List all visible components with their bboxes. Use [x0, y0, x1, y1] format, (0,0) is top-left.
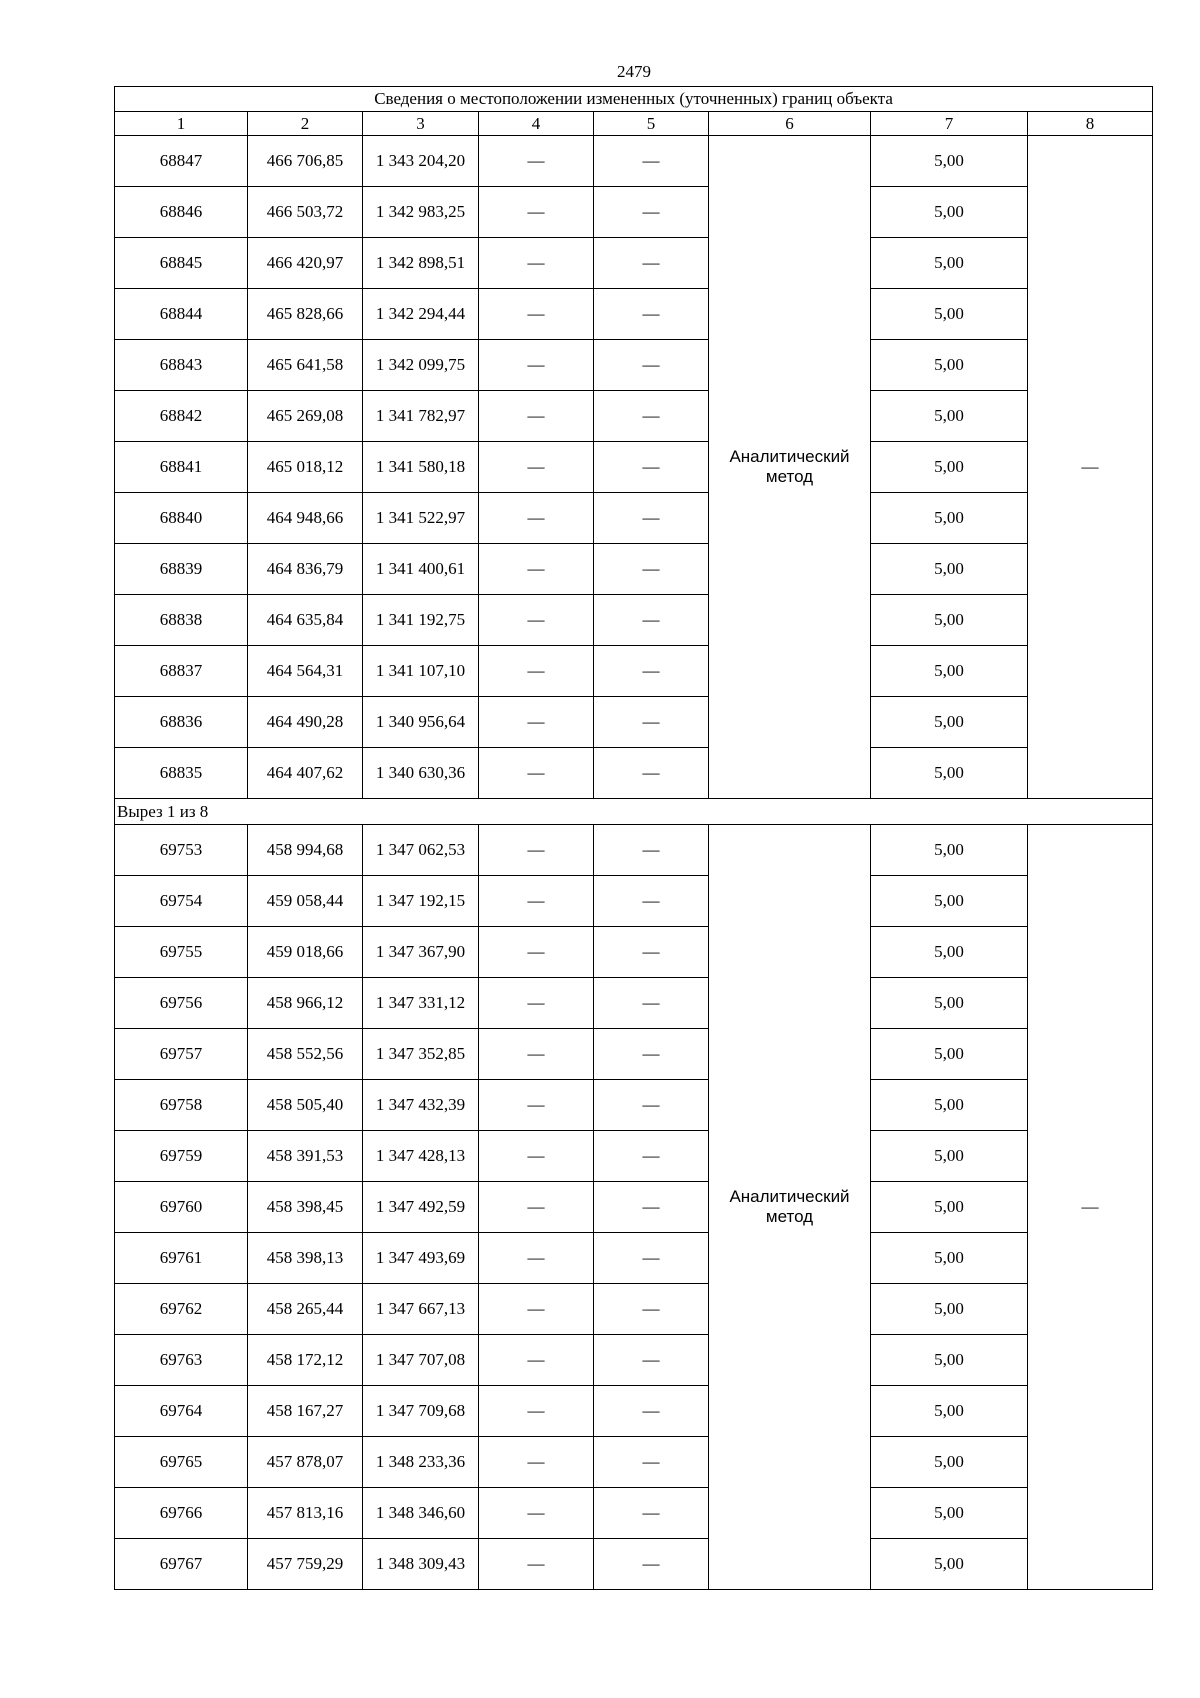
- column-5-cell: —: [594, 825, 709, 876]
- method-cell: Аналитический метод: [709, 136, 871, 799]
- table-row: [115, 544, 1153, 595]
- table-row: [115, 187, 1153, 238]
- coordinate-x-cell: 458 265,44: [248, 1284, 363, 1335]
- column-4-cell: —: [479, 238, 594, 289]
- table-row: [115, 1233, 1153, 1284]
- coordinate-x-cell: 465 641,58: [248, 340, 363, 391]
- accuracy-cell: 5,00: [871, 340, 1028, 391]
- coordinate-x-cell: 457 759,29: [248, 1539, 363, 1590]
- coordinate-y-cell: 1 347 707,08: [363, 1335, 479, 1386]
- table-row: [115, 1029, 1153, 1080]
- coordinate-x-cell: 464 948,66: [248, 493, 363, 544]
- column-number: 2: [248, 112, 363, 136]
- point-number-cell: 68841: [115, 442, 248, 493]
- coordinate-y-cell: 1 347 709,68: [363, 1386, 479, 1437]
- point-number-cell: 68839: [115, 544, 248, 595]
- coordinate-x-cell: 466 503,72: [248, 187, 363, 238]
- table-row: [115, 646, 1153, 697]
- column-number-row: [115, 112, 1153, 136]
- method-cell: Аналитический метод: [709, 825, 871, 1590]
- accuracy-cell: 5,00: [871, 1182, 1028, 1233]
- coordinate-x-cell: 466 420,97: [248, 238, 363, 289]
- column-4-cell: —: [479, 978, 594, 1029]
- table-row: [115, 493, 1153, 544]
- column-number: 1: [115, 112, 248, 136]
- table-row: [115, 1335, 1153, 1386]
- point-number-cell: 68846: [115, 187, 248, 238]
- column-4-cell: —: [479, 748, 594, 799]
- column-4-cell: —: [479, 697, 594, 748]
- point-number-cell: 69759: [115, 1131, 248, 1182]
- column-5-cell: —: [594, 1335, 709, 1386]
- column-number: 5: [594, 112, 709, 136]
- coordinate-y-cell: 1 347 367,90: [363, 927, 479, 978]
- coordinate-y-cell: 1 347 062,53: [363, 825, 479, 876]
- column-4-cell: —: [479, 876, 594, 927]
- coordinate-y-cell: 1 348 309,43: [363, 1539, 479, 1590]
- coordinate-x-cell: 458 398,45: [248, 1182, 363, 1233]
- column-5-cell: —: [594, 646, 709, 697]
- accuracy-cell: 5,00: [871, 1131, 1028, 1182]
- column-5-cell: —: [594, 1539, 709, 1590]
- column-5-cell: —: [594, 340, 709, 391]
- table-row: [115, 748, 1153, 799]
- table-row: [115, 876, 1153, 927]
- accuracy-cell: 5,00: [871, 927, 1028, 978]
- point-number-cell: 68845: [115, 238, 248, 289]
- table-row: [115, 289, 1153, 340]
- column-5-cell: —: [594, 289, 709, 340]
- accuracy-cell: 5,00: [871, 391, 1028, 442]
- column-5-cell: —: [594, 1080, 709, 1131]
- column-4-cell: —: [479, 1539, 594, 1590]
- table-row: [115, 1386, 1153, 1437]
- accuracy-cell: 5,00: [871, 978, 1028, 1029]
- point-number-cell: 69758: [115, 1080, 248, 1131]
- column-8-cell: —: [1028, 136, 1153, 799]
- column-4-cell: —: [479, 927, 594, 978]
- coordinate-y-cell: 1 341 400,61: [363, 544, 479, 595]
- column-5-cell: —: [594, 876, 709, 927]
- coordinate-y-cell: 1 347 428,13: [363, 1131, 479, 1182]
- coordinate-x-cell: 464 490,28: [248, 697, 363, 748]
- coordinate-x-cell: 464 564,31: [248, 646, 363, 697]
- coordinate-x-cell: 459 058,44: [248, 876, 363, 927]
- coordinate-y-cell: 1 342 983,25: [363, 187, 479, 238]
- point-number-cell: 69762: [115, 1284, 248, 1335]
- point-number-cell: 69755: [115, 927, 248, 978]
- accuracy-cell: 5,00: [871, 1233, 1028, 1284]
- coordinate-x-cell: 458 994,68: [248, 825, 363, 876]
- table-row: [115, 927, 1153, 978]
- accuracy-cell: 5,00: [871, 876, 1028, 927]
- accuracy-cell: 5,00: [871, 493, 1028, 544]
- table-row: [115, 697, 1153, 748]
- accuracy-cell: 5,00: [871, 289, 1028, 340]
- table-row: [115, 595, 1153, 646]
- coordinate-y-cell: 1 340 630,36: [363, 748, 479, 799]
- table-row: [115, 1080, 1153, 1131]
- accuracy-cell: 5,00: [871, 1386, 1028, 1437]
- column-4-cell: —: [479, 646, 594, 697]
- column-number: 8: [1028, 112, 1153, 136]
- coordinate-x-cell: 458 552,56: [248, 1029, 363, 1080]
- column-5-cell: —: [594, 1386, 709, 1437]
- column-5-cell: —: [594, 1029, 709, 1080]
- coordinate-x-cell: 459 018,66: [248, 927, 363, 978]
- coordinate-y-cell: 1 347 432,39: [363, 1080, 479, 1131]
- coordinate-y-cell: 1 347 192,15: [363, 876, 479, 927]
- column-5-cell: —: [594, 1437, 709, 1488]
- section-caption: Вырез 1 из 8: [115, 799, 1153, 825]
- coordinate-y-cell: 1 347 331,12: [363, 978, 479, 1029]
- column-4-cell: —: [479, 1029, 594, 1080]
- coordinate-x-cell: 458 505,40: [248, 1080, 363, 1131]
- point-number-cell: 68840: [115, 493, 248, 544]
- column-4-cell: —: [479, 1488, 594, 1539]
- column-4-cell: —: [479, 1437, 594, 1488]
- column-4-cell: —: [479, 825, 594, 876]
- point-number-cell: 69753: [115, 825, 248, 876]
- coordinate-y-cell: 1 347 667,13: [363, 1284, 479, 1335]
- accuracy-cell: 5,00: [871, 1029, 1028, 1080]
- coordinate-x-cell: 458 172,12: [248, 1335, 363, 1386]
- coordinate-x-cell: 464 407,62: [248, 748, 363, 799]
- coordinate-x-cell: 465 018,12: [248, 442, 363, 493]
- point-number-cell: 69754: [115, 876, 248, 927]
- point-number-cell: 69757: [115, 1029, 248, 1080]
- table-row: [115, 825, 1153, 876]
- point-number-cell: 69765: [115, 1437, 248, 1488]
- table-title: Сведения о местоположении измененных (уточненных) границ объекта: [115, 87, 1153, 112]
- column-4-cell: —: [479, 1131, 594, 1182]
- coordinate-y-cell: 1 340 956,64: [363, 697, 479, 748]
- accuracy-cell: 5,00: [871, 825, 1028, 876]
- column-5-cell: —: [594, 1233, 709, 1284]
- column-5-cell: —: [594, 493, 709, 544]
- column-4-cell: —: [479, 493, 594, 544]
- column-5-cell: —: [594, 1284, 709, 1335]
- point-number-cell: 68836: [115, 697, 248, 748]
- accuracy-cell: 5,00: [871, 748, 1028, 799]
- coordinate-y-cell: 1 348 233,36: [363, 1437, 479, 1488]
- point-number-cell: 69766: [115, 1488, 248, 1539]
- column-5-cell: —: [594, 1182, 709, 1233]
- coordinate-x-cell: 457 878,07: [248, 1437, 363, 1488]
- table-row: [115, 978, 1153, 1029]
- coordinate-y-cell: 1 347 492,59: [363, 1182, 479, 1233]
- point-number-cell: 69761: [115, 1233, 248, 1284]
- column-number: 3: [363, 112, 479, 136]
- column-4-cell: —: [479, 1335, 594, 1386]
- point-number-cell: 69764: [115, 1386, 248, 1437]
- coordinate-y-cell: 1 347 352,85: [363, 1029, 479, 1080]
- coordinate-x-cell: 464 836,79: [248, 544, 363, 595]
- coordinate-x-cell: 464 635,84: [248, 595, 363, 646]
- coordinate-y-cell: 1 347 493,69: [363, 1233, 479, 1284]
- column-4-cell: —: [479, 1386, 594, 1437]
- table-row: [115, 442, 1153, 493]
- coordinate-y-cell: 1 342 294,44: [363, 289, 479, 340]
- table-body: [115, 136, 1153, 1590]
- column-4-cell: —: [479, 544, 594, 595]
- column-4-cell: —: [479, 1233, 594, 1284]
- column-4-cell: —: [479, 1080, 594, 1131]
- coordinate-y-cell: 1 343 204,20: [363, 136, 479, 187]
- accuracy-cell: 5,00: [871, 1335, 1028, 1386]
- table-row: [115, 1488, 1153, 1539]
- point-number-cell: 69767: [115, 1539, 248, 1590]
- point-number-cell: 68837: [115, 646, 248, 697]
- section-caption-row: [115, 799, 1153, 825]
- column-8-cell: —: [1028, 825, 1153, 1590]
- column-5-cell: —: [594, 391, 709, 442]
- column-number: 6: [709, 112, 871, 136]
- table-row: [115, 1182, 1153, 1233]
- accuracy-cell: 5,00: [871, 697, 1028, 748]
- point-number-cell: 69763: [115, 1335, 248, 1386]
- column-4-cell: —: [479, 187, 594, 238]
- point-number-cell: 68842: [115, 391, 248, 442]
- column-number: 4: [479, 112, 594, 136]
- point-number-cell: 68838: [115, 595, 248, 646]
- column-4-cell: —: [479, 1284, 594, 1335]
- accuracy-cell: 5,00: [871, 595, 1028, 646]
- coordinate-y-cell: 1 342 099,75: [363, 340, 479, 391]
- column-5-cell: —: [594, 442, 709, 493]
- accuracy-cell: 5,00: [871, 1539, 1028, 1590]
- table-row: [115, 1437, 1153, 1488]
- accuracy-cell: 5,00: [871, 238, 1028, 289]
- table-row: [115, 1284, 1153, 1335]
- column-5-cell: —: [594, 595, 709, 646]
- accuracy-cell: 5,00: [871, 1080, 1028, 1131]
- point-number-cell: 68847: [115, 136, 248, 187]
- coordinate-y-cell: 1 341 192,75: [363, 595, 479, 646]
- accuracy-cell: 5,00: [871, 544, 1028, 595]
- coordinate-y-cell: 1 341 782,97: [363, 391, 479, 442]
- coordinate-x-cell: 458 167,27: [248, 1386, 363, 1437]
- coordinate-x-cell: 458 391,53: [248, 1131, 363, 1182]
- column-4-cell: —: [479, 340, 594, 391]
- column-5-cell: —: [594, 978, 709, 1029]
- point-number-cell: 69756: [115, 978, 248, 1029]
- table-row: [115, 340, 1153, 391]
- point-number-cell: 68843: [115, 340, 248, 391]
- accuracy-cell: 5,00: [871, 646, 1028, 697]
- accuracy-cell: 5,00: [871, 1437, 1028, 1488]
- accuracy-cell: 5,00: [871, 442, 1028, 493]
- table-row: [115, 136, 1153, 187]
- table-row: [115, 391, 1153, 442]
- table-row: [115, 1131, 1153, 1182]
- coordinate-y-cell: 1 342 898,51: [363, 238, 479, 289]
- column-5-cell: —: [594, 748, 709, 799]
- column-4-cell: —: [479, 136, 594, 187]
- table-row: [115, 238, 1153, 289]
- page-number: 2479: [617, 62, 651, 81]
- coordinate-y-cell: 1 341 580,18: [363, 442, 479, 493]
- coordinate-x-cell: 458 966,12: [248, 978, 363, 1029]
- coordinate-y-cell: 1 341 107,10: [363, 646, 479, 697]
- coordinate-y-cell: 1 348 346,60: [363, 1488, 479, 1539]
- accuracy-cell: 5,00: [871, 187, 1028, 238]
- column-5-cell: —: [594, 1488, 709, 1539]
- point-number-cell: 69760: [115, 1182, 248, 1233]
- column-5-cell: —: [594, 927, 709, 978]
- column-4-cell: —: [479, 442, 594, 493]
- coordinate-x-cell: 458 398,13: [248, 1233, 363, 1284]
- accuracy-cell: 5,00: [871, 136, 1028, 187]
- coordinate-x-cell: 466 706,85: [248, 136, 363, 187]
- column-4-cell: —: [479, 391, 594, 442]
- coordinate-x-cell: 465 828,66: [248, 289, 363, 340]
- coordinate-y-cell: 1 341 522,97: [363, 493, 479, 544]
- column-5-cell: —: [594, 136, 709, 187]
- point-number-cell: 68835: [115, 748, 248, 799]
- column-5-cell: —: [594, 544, 709, 595]
- column-5-cell: —: [594, 1131, 709, 1182]
- column-number: 7: [871, 112, 1028, 136]
- accuracy-cell: 5,00: [871, 1488, 1028, 1539]
- column-4-cell: —: [479, 1182, 594, 1233]
- column-4-cell: —: [479, 289, 594, 340]
- column-5-cell: —: [594, 697, 709, 748]
- column-4-cell: —: [479, 595, 594, 646]
- boundary-coordinates-table: [114, 86, 1153, 1590]
- coordinate-x-cell: 465 269,08: [248, 391, 363, 442]
- point-number-cell: 68844: [115, 289, 248, 340]
- accuracy-cell: 5,00: [871, 1284, 1028, 1335]
- column-5-cell: —: [594, 238, 709, 289]
- table-title-row: [115, 87, 1153, 112]
- table-row: [115, 1539, 1153, 1590]
- coordinate-x-cell: 457 813,16: [248, 1488, 363, 1539]
- column-5-cell: —: [594, 187, 709, 238]
